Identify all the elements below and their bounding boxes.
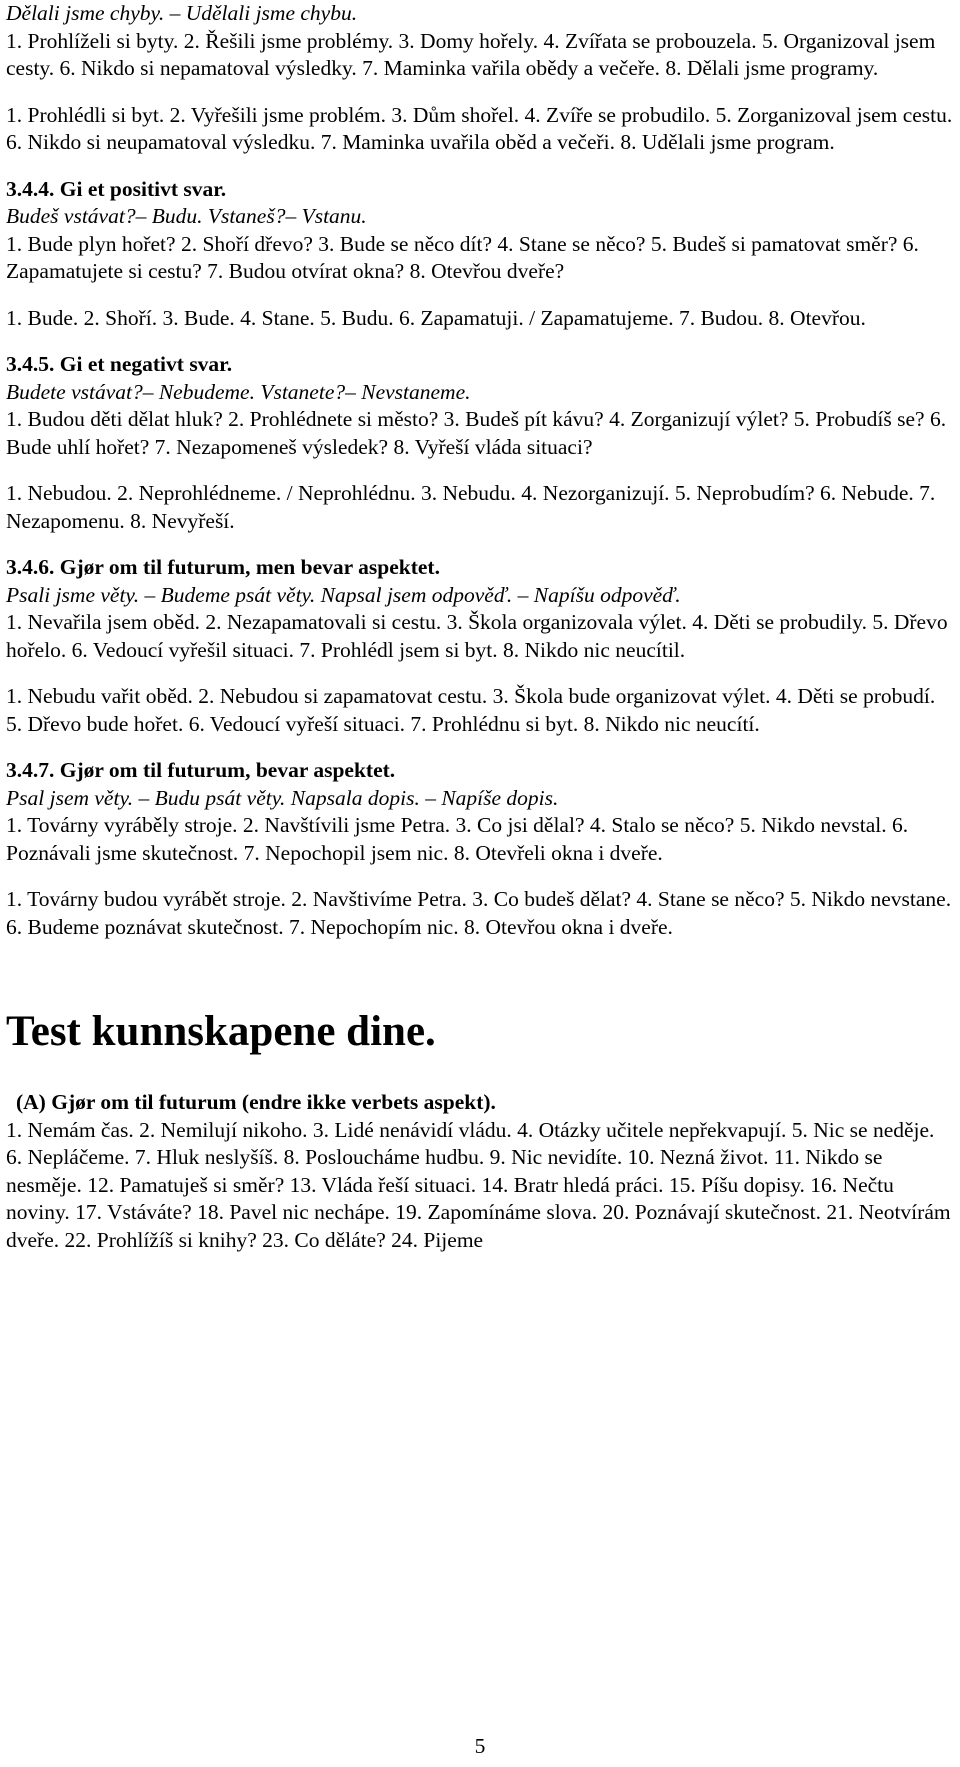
- exercise-346-example: Psali jsme věty. – Budeme psát věty. Napsal jsem odpověď. – Napíšu odpověď.: [6, 582, 681, 607]
- exercise-346-heading: 3.4.6. Gjør om til futurum, men bevar aspektet.: [6, 555, 440, 579]
- exercise-345-heading: 3.4.5. Gi et negativt svar.: [6, 352, 233, 376]
- exercise-333-answer: 1. Prohlédli si byt. 2. Vyřešili jsme problém. 3. Dům shořel. 4. Zvíře se probudilo. 5. Zorganizoval jsem cestu. 6. Nikdo si neupamatoval výsledku. 7. Maminka uvařila oběd a večeři. 8. Udělali jsme program.: [6, 102, 953, 154]
- test-a-heading: (A) Gjør om til futurum (endre ikke verbets aspekt).: [16, 1090, 496, 1114]
- exercise-347-answer: 1. Továrny budou vyrábět stroje. 2. Navštivíme Petra. 3. Co budeš dělat? 4. Stane se něco? 5. Nikdo nevstane. 6. Budeme poznávat skutečnost. 7. Nepochopím nic. 8. Otevřou okna i dveře.: [6, 887, 952, 939]
- exercise-345-task: 1. Budou děti dělat hluk? 2. Prohlédnete si město? 3. Budeš pít kávu? 4. Zorganizují výlet? 5. Probudíš se? 6. Bude uhlí hořet? 7. Nezapomeneš výsledek? 8. Vyřeší vláda situaci?: [6, 407, 947, 459]
- exercise-345-answer: 1. Nebudou. 2. Neprohlédneme. / Neprohlédnu. 3. Nebudu. 4. Nezorganizují. 5. Neprobudím? 6. Nebude. 7. Nezapomenu. 8. Nevyřeší.: [6, 481, 936, 533]
- document-page: [6, 0, 954, 1254]
- exercise-344-answer: 1. Bude. 2. Shoří. 3. Bude. 4. Stane. 5. Budu. 6. Zapamatuji. / Zapamatujeme. 7. Budou. 8. Otevřou.: [6, 305, 866, 330]
- exercise-346-answer: 1. Nebudu vařit oběd. 2. Nebudou si zapamatovat cestu. 3. Škola bude organizovat výlet. 4. Děti se probudí. 5. Dřevo bude hořet. 6. Vedoucí vyřeší situaci. 7. Prohlédnu si byt. 8. Nikdo nic neucítí.: [6, 684, 936, 736]
- exercise-347-example: Psal jsem věty. – Budu psát věty. Napsala dopis. – Napíše dopis.: [6, 785, 559, 810]
- page-number: 5: [474, 1734, 486, 1758]
- exercise-347-task: 1. Továrny vyráběly stroje. 2. Navštívili jsme Petra. 3. Co jsi dělal? 4. Stalo se něco? 5. Nikdo nevstal. 6. Poznávali jsme skutečnost. 7. Nepochopil jsem nic. 8. Otevřeli okna i dveře.: [6, 813, 909, 865]
- exercise-345-example: Budete vstávat?– Nebudeme. Vstanete?– Nevstaneme.: [6, 379, 471, 404]
- exercise-333-example: Dělali jsme chyby. – Udělali jsme chybu.: [6, 1, 358, 25]
- exercise-344-task: 1. Bude plyn hořet? 2. Shoří dřevo? 3. Bude se něco dít? 4. Stane se něco? 5. Budeš si pamatovat směr? 6. Zapamatujete si cestu? 7. Budou otvírat okna? 8. Otevřou dveře?: [6, 231, 919, 283]
- exercise-344-heading: 3.4.4. Gi et positivt svar.: [6, 176, 227, 201]
- test-a-task: 1. Nemám čas. 2. Nemilují nikoho. 3. Lidé nenávidí vládu. 4. Otázky učitele nepřekvapují. 5. Nic se neděje. 6. Nepláčeme. 7. Hluk neslyšíš. 8. Posloucháme hudbu. 9. Nic nevidíte. 10. Nezná život. 11. Nikdo se nesměje. 12. Pamatuješ si směr? 13. Vláda řeší situaci. 14. Bratr hledá práci. 15. Píšu dopisy. 16. Nečtu noviny. 17. Vstáváte? 18. Pavel nic nechápe. 19. Zapomínáme slova. 20. Poznávají skutečnost. 21. Neotvírám dveře. 22. Prohlížíš si knihy? 23. Co děláte? 24. Pijeme: [6, 1117, 951, 1252]
- exercise-346-task: 1. Nevařila jsem oběd. 2. Nezapamatovali si cestu. 3. Škola organizovala výlet. 4. Děti se probudily. 5. Dřevo hořelo. 6. Vedoucí vyřešil situaci. 7. Prohlédl jsem si byt. 8. Nikdo nic neucítil.: [6, 610, 948, 662]
- exercise-333-task: 1. Prohlíželi si byty. 2. Řešili jsme problémy. 3. Domy hořely. 4. Zvířata se probouzela. 5. Organizoval jsem cesty. 6. Nikdo si nepamatoval výsledky. 7. Maminka vařila obědy a večeře. 8. Dělali jsme programy.: [6, 28, 936, 80]
- test-title: Test kunnskapene dine.: [6, 1008, 436, 1055]
- exercise-347-heading: 3.4.7. Gjør om til futurum, bevar aspektet.: [6, 758, 396, 782]
- exercise-344-example: Budeš vstávat?– Budu. Vstaneš?– Vstanu.: [6, 204, 367, 228]
